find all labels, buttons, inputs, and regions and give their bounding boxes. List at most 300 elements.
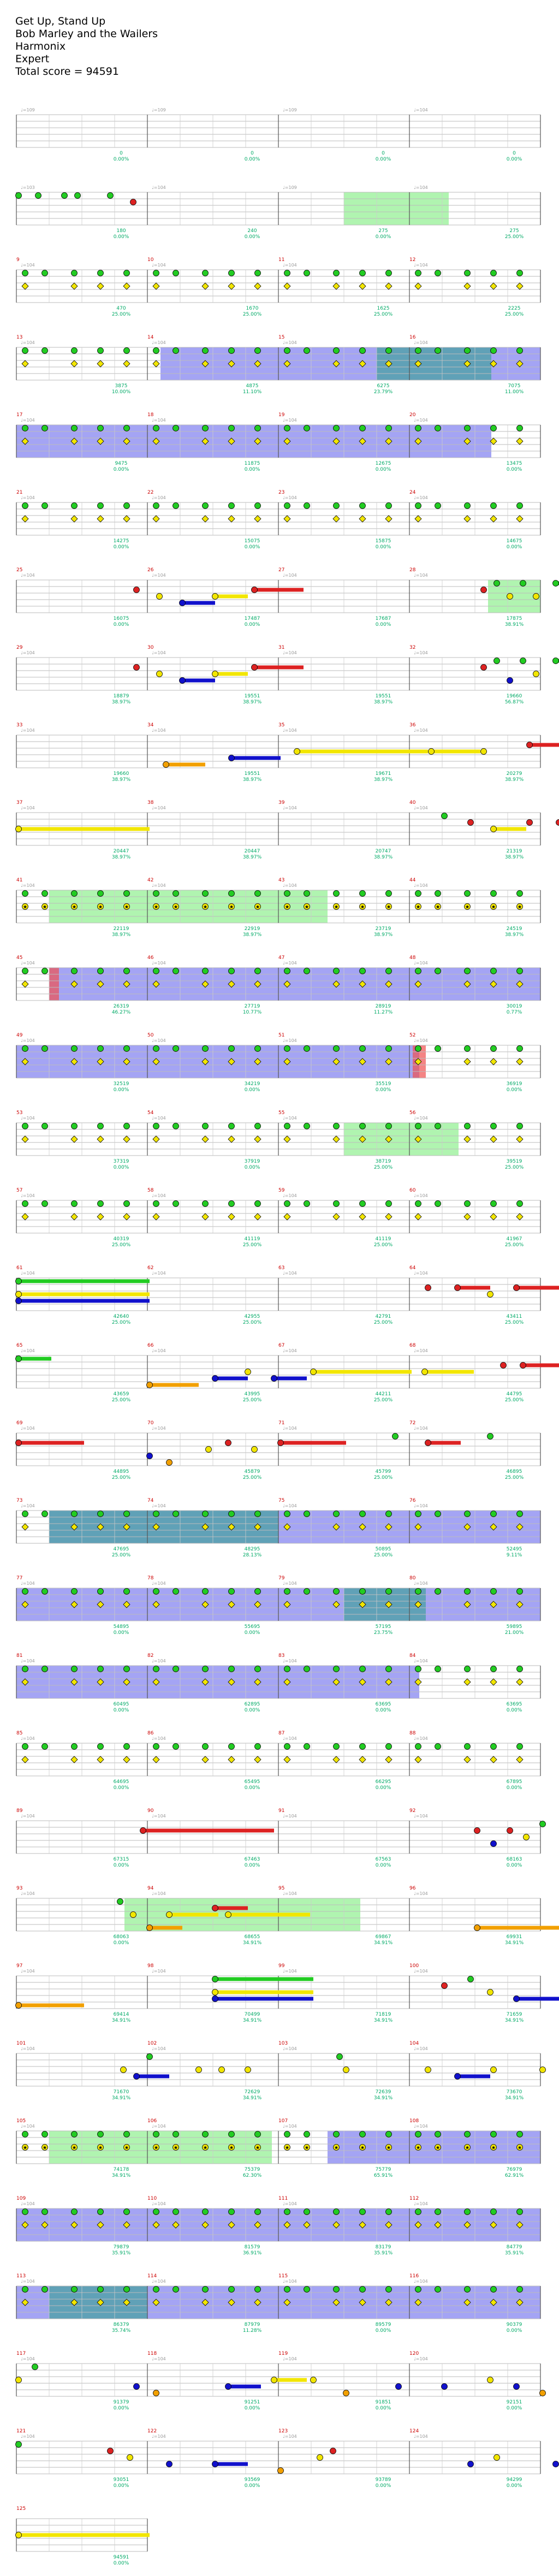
- measure-percent: 0.00%: [113, 2561, 129, 2566]
- green-note: [334, 425, 340, 431]
- green-note: [304, 1589, 310, 1595]
- green-note: [124, 2209, 130, 2215]
- measure-percent: 0.00%: [244, 1708, 260, 1713]
- measure-percent: 25.00%: [242, 1475, 262, 1481]
- green-note: [284, 1744, 290, 1750]
- green-note: [98, 1046, 104, 1052]
- measure-percent: 62.30%: [242, 2173, 262, 2178]
- measure-score: 94591: [113, 2555, 129, 2560]
- yellow-note: [524, 1834, 530, 1840]
- green-note: [124, 1201, 130, 1207]
- tempo-marking: ♩=104: [283, 1271, 297, 1276]
- measure-percent: 0.00%: [244, 1087, 260, 1093]
- green-note: [72, 1123, 78, 1129]
- tempo-marking: ♩=104: [21, 1659, 35, 1663]
- measure-score: 28919: [375, 1004, 391, 1009]
- measure-percent: 0.00%: [375, 467, 391, 472]
- green-note: [415, 968, 421, 974]
- measure-percent: 38.97%: [504, 777, 524, 783]
- green-note: [553, 581, 559, 587]
- measure-percent: 0.00%: [244, 2406, 260, 2411]
- orange-note: [163, 762, 169, 768]
- green-note: [153, 1744, 159, 1750]
- blue-sustain: [182, 679, 215, 683]
- measure-percent: 0.00%: [113, 234, 129, 240]
- measure-score: 66295: [375, 1779, 391, 1785]
- measure-score: 86379: [113, 2322, 129, 2328]
- yellow-note: [202, 1213, 209, 1220]
- measure-number: 30: [147, 645, 154, 650]
- green-note: [386, 425, 392, 431]
- star-icon: ★: [22, 2145, 28, 2151]
- yellow-note: [516, 1136, 523, 1142]
- measure-number: 25: [16, 567, 23, 573]
- green-note: [124, 2131, 130, 2137]
- measure-score: 42955: [244, 1314, 260, 1319]
- measure-score: 1625: [377, 306, 390, 311]
- tempo-marking: ♩=104: [283, 1116, 297, 1121]
- measure-score: 19660: [506, 694, 522, 699]
- green-note: [517, 2287, 523, 2293]
- measure-score: 18879: [113, 694, 129, 699]
- yellow-sustain: [169, 1913, 218, 1917]
- green-note: [517, 2131, 523, 2137]
- green-note: [517, 348, 523, 354]
- yellow-note: [533, 594, 539, 600]
- staff-row: [16, 955, 540, 1015]
- green-note: [153, 1201, 159, 1207]
- green-note: [203, 1511, 209, 1517]
- green-note: [491, 1666, 497, 1672]
- measure-number: 67: [278, 1343, 285, 1348]
- tempo-marking: ♩=104: [414, 1736, 428, 1741]
- green-note: [153, 270, 159, 276]
- blue-sustain: [19, 1299, 150, 1303]
- measure-score: 0: [382, 151, 385, 156]
- measure-score: 22119: [113, 926, 129, 932]
- measure-percent: 0.00%: [113, 2406, 129, 2411]
- yellow-note: [507, 594, 513, 600]
- orange-sustain: [150, 1383, 199, 1387]
- yellow-note: [487, 1989, 493, 1995]
- green-note: [173, 1589, 179, 1595]
- measure-number: 107: [278, 2118, 288, 2124]
- tempo-marking: ♩=104: [414, 1814, 428, 1819]
- green-note: [147, 2054, 153, 2060]
- measure-percent: 38.97%: [242, 855, 262, 860]
- measure-score: 69931: [506, 1934, 522, 1940]
- green-note: [360, 1201, 366, 1207]
- measure-score: 1670: [246, 306, 259, 311]
- measure-score: 83179: [375, 2245, 391, 2250]
- measure-percent: 0.00%: [244, 1785, 260, 1791]
- green-note: [304, 2209, 310, 2215]
- blue-sustain: [231, 756, 281, 760]
- measure-percent: 38.97%: [373, 777, 393, 783]
- red-note: [330, 2448, 336, 2454]
- tempo-marking: ♩=104: [152, 1581, 166, 1586]
- measure-score: 47695: [113, 1547, 129, 1552]
- tempo-marking: ♩=104: [152, 573, 166, 578]
- measure-number: 17: [16, 412, 23, 418]
- tempo-marking: ♩=104: [152, 2356, 166, 2361]
- yellow-sustain: [297, 750, 428, 754]
- tempo-marking: ♩=104: [283, 2046, 297, 2051]
- highlight-section: [49, 968, 59, 1000]
- measure-number: 52: [409, 1033, 416, 1038]
- green-note: [42, 1666, 48, 1672]
- measure-percent: 0.00%: [506, 2483, 522, 2489]
- star-icon: ★: [72, 2145, 77, 2151]
- green-note: [173, 425, 179, 431]
- measure-percent: 0.00%: [113, 1087, 129, 1093]
- tempo-marking: ♩=104: [21, 1116, 35, 1121]
- red-note: [455, 1285, 461, 1291]
- staff-row: [16, 1576, 540, 1636]
- measure-score: 65495: [244, 1779, 260, 1785]
- green-note: [435, 2209, 441, 2215]
- green-note: [415, 1046, 421, 1052]
- green-note: [465, 270, 471, 276]
- green-note: [229, 270, 235, 276]
- song-artist: Bob Marley and the Wailers: [15, 28, 158, 40]
- yellow-note: [123, 283, 130, 289]
- star-icon: ★: [42, 2145, 47, 2151]
- yellow-note: [284, 283, 290, 289]
- green-note: [98, 270, 104, 276]
- green-note: [517, 891, 523, 897]
- yellow-note: [422, 1369, 428, 1375]
- green-note: [491, 1744, 497, 1750]
- red-sustain: [457, 1286, 490, 1290]
- tempo-marking: ♩=104: [152, 1503, 166, 1508]
- measure-score: 19551: [244, 771, 260, 777]
- measure-percent: 0.00%: [375, 622, 391, 627]
- green-note: [42, 891, 48, 897]
- yellow-note: [516, 1213, 523, 1220]
- green-note: [22, 2131, 28, 2137]
- measure-number: 39: [278, 800, 285, 806]
- blue-note: [212, 2461, 218, 2467]
- blue-note: [514, 2384, 520, 2390]
- measure-percent: 25.00%: [111, 312, 131, 317]
- green-note: [415, 2209, 421, 2215]
- red-note: [425, 1285, 431, 1291]
- measure-score: 67563: [375, 1857, 391, 1862]
- green-note: [124, 348, 130, 354]
- star-icon: ★: [98, 904, 103, 910]
- red-note: [520, 1363, 526, 1369]
- tempo-marking: ♩=104: [414, 961, 428, 966]
- green-note: [304, 891, 310, 897]
- tempo-marking: ♩=104: [414, 495, 428, 500]
- green-note: [124, 425, 130, 431]
- green-note: [22, 270, 28, 276]
- green-note: [22, 2287, 28, 2293]
- yellow-note: [464, 1136, 471, 1142]
- measure-score: 93569: [244, 2477, 260, 2483]
- green-note: [124, 1589, 130, 1595]
- red-sustain: [523, 1364, 559, 1367]
- tempo-marking: ♩=104: [283, 2124, 297, 2129]
- measure-score: 0: [120, 151, 123, 156]
- green-note: [494, 658, 500, 664]
- measure-number: 101: [16, 2041, 26, 2046]
- yellow-note: [22, 283, 28, 289]
- measure-percent: 35.91%: [504, 2251, 524, 2256]
- measure-percent: 25.00%: [504, 1397, 524, 1403]
- measure-score: 43411: [506, 1314, 522, 1319]
- green-note: [435, 968, 441, 974]
- green-note: [465, 2287, 471, 2293]
- yellow-note: [71, 516, 78, 522]
- green-note: [491, 1511, 497, 1517]
- measure-percent: 9.11%: [506, 1553, 522, 1558]
- tempo-marking: ♩=104: [152, 1348, 166, 1353]
- measure-number: 82: [147, 1653, 154, 1659]
- measure-score: 19551: [244, 694, 260, 699]
- yellow-note: [22, 1756, 28, 1763]
- yellow-note: [385, 1213, 392, 1220]
- green-note: [203, 1744, 209, 1750]
- blue-sustain: [215, 1377, 248, 1381]
- green-note: [517, 503, 523, 509]
- measure-number: 33: [16, 723, 23, 728]
- green-note: [304, 503, 310, 509]
- measure-number: 50: [147, 1033, 154, 1038]
- yellow-note: [343, 2067, 349, 2073]
- measure-number: 28: [409, 567, 416, 573]
- green-note: [229, 968, 235, 974]
- orange-note: [278, 2468, 284, 2474]
- green-note: [415, 1511, 421, 1517]
- measure-percent: 35.91%: [111, 2251, 131, 2256]
- measure-percent: 0.00%: [375, 2406, 391, 2411]
- measure-score: 23719: [375, 926, 391, 932]
- measure-percent: 25.00%: [504, 1320, 524, 1325]
- measure-percent: 11.10%: [242, 389, 262, 395]
- tempo-marking: ♩=104: [152, 883, 166, 888]
- measure-score: 75379: [244, 2167, 260, 2172]
- yellow-note: [385, 283, 392, 289]
- measure-percent: 34.91%: [373, 2095, 393, 2101]
- star-icon: ★: [435, 904, 441, 910]
- tempo-marking: ♩=104: [414, 1891, 428, 1896]
- measure-score: 68655: [244, 1934, 260, 1940]
- green-note: [22, 891, 28, 897]
- yellow-note: [22, 360, 28, 367]
- red-sustain: [530, 743, 559, 747]
- measure-percent: 0.00%: [244, 234, 260, 240]
- green-note: [334, 1744, 340, 1750]
- measure-percent: 11.00%: [504, 389, 524, 395]
- green-note: [255, 1046, 261, 1052]
- star-icon: ★: [465, 2145, 470, 2151]
- green-note: [255, 1511, 261, 1517]
- green-note: [124, 503, 130, 509]
- green-note: [153, 891, 159, 897]
- measure-score: 63695: [506, 1702, 522, 1707]
- measure-score: 43995: [244, 1391, 260, 1397]
- measure-score: 67895: [506, 1779, 522, 1785]
- green-note: [386, 891, 392, 897]
- green-note: [468, 1976, 474, 1982]
- green-note: [16, 193, 22, 199]
- tempo-marking: ♩=104: [414, 1581, 428, 1586]
- yellow-note: [333, 1213, 340, 1220]
- blue-sustain: [274, 1377, 307, 1381]
- green-note: [465, 1201, 471, 1207]
- green-note: [517, 270, 523, 276]
- measure-score: 62895: [244, 1702, 260, 1707]
- measure-score: 93051: [113, 2477, 129, 2483]
- yellow-note: [490, 1136, 497, 1142]
- measure-percent: 65.91%: [373, 2173, 393, 2178]
- tempo-marking: ♩=104: [283, 1348, 297, 1353]
- green-note: [284, 2131, 290, 2137]
- green-note: [124, 270, 130, 276]
- green-note: [108, 193, 114, 199]
- green-note: [386, 1046, 392, 1052]
- green-note: [22, 1744, 28, 1750]
- blue-note: [396, 2384, 402, 2390]
- green-note: [22, 503, 28, 509]
- measure-score: 54895: [113, 1624, 129, 1630]
- measure-percent: 35.74%: [111, 2328, 131, 2334]
- yellow-note: [206, 1447, 212, 1453]
- yellow-note: [153, 516, 159, 522]
- yellow-note: [516, 283, 523, 289]
- measure-score: 22919: [244, 926, 260, 932]
- green-note: [284, 2209, 290, 2215]
- green-note: [386, 2287, 392, 2293]
- green-note: [304, 1046, 310, 1052]
- yellow-note: [22, 1136, 28, 1142]
- green-note: [173, 1666, 179, 1672]
- yellow-note: [317, 2455, 323, 2461]
- green-note: [62, 193, 68, 199]
- measure-score: 36919: [506, 1081, 522, 1087]
- star-icon: ★: [229, 2145, 234, 2151]
- tempo-marking: ♩=104: [283, 1503, 297, 1508]
- blue-note: [180, 600, 186, 606]
- green-note: [435, 1666, 441, 1672]
- measure-number: 124: [409, 2429, 419, 2434]
- yellow-note: [123, 1213, 130, 1220]
- measure-number: 95: [278, 1886, 285, 1891]
- green-note: [173, 2287, 179, 2293]
- green-note: [42, 1589, 48, 1595]
- measure-score: 37319: [113, 1159, 129, 1164]
- green-note: [415, 1666, 421, 1672]
- measure-percent: 25.00%: [504, 1475, 524, 1481]
- measure-score: 70499: [244, 2012, 260, 2017]
- green-note: [517, 2209, 523, 2215]
- green-note: [255, 968, 261, 974]
- yellow-note: [254, 1136, 261, 1142]
- staff-row: [16, 1033, 540, 1093]
- measure-number: 71: [278, 1420, 285, 1426]
- measure-number: 13: [16, 335, 23, 340]
- green-note: [304, 1201, 310, 1207]
- green-note: [42, 2209, 48, 2215]
- star-icon: ★: [415, 2145, 421, 2151]
- measure-percent: 25.00%: [373, 1320, 393, 1325]
- green-note: [229, 1201, 235, 1207]
- tempo-marking: ♩=104: [152, 2434, 166, 2439]
- green-note: [360, 891, 366, 897]
- tempo-marking: ♩=104: [21, 1348, 35, 1353]
- measure-number: 16: [409, 335, 416, 340]
- orange-note: [153, 2390, 159, 2396]
- measure-score: 91379: [113, 2400, 129, 2405]
- blue-sustain: [215, 2462, 248, 2466]
- green-note: [203, 1201, 209, 1207]
- green-note: [304, 425, 310, 431]
- tempo-marking: ♩=104: [21, 340, 35, 345]
- measure-percent: 34.91%: [242, 1940, 262, 1946]
- yellow-note: [533, 671, 539, 677]
- measure-score: 59895: [506, 1624, 522, 1630]
- measure-percent: 0.77%: [506, 1010, 522, 1015]
- measure-percent: 11.28%: [242, 2328, 262, 2334]
- green-note: [487, 1434, 493, 1440]
- tempo-marking: ♩=104: [21, 573, 35, 578]
- star-icon: ★: [173, 2145, 179, 2151]
- yellow-note: [228, 1213, 235, 1220]
- green-note: [72, 2287, 78, 2293]
- green-note: [22, 1201, 28, 1207]
- yellow-note: [22, 1524, 28, 1530]
- tempo-marking: ♩=104: [283, 573, 297, 578]
- green-note: [465, 1123, 471, 1129]
- green-note: [284, 2287, 290, 2293]
- measure-percent: 38.91%: [504, 622, 524, 627]
- measure-score: 94299: [506, 2477, 522, 2483]
- green-note: [42, 425, 48, 431]
- green-note: [98, 1666, 104, 1672]
- measure-percent: 25.00%: [504, 1165, 524, 1170]
- measure-percent: 38.97%: [111, 700, 131, 705]
- yellow-note: [228, 1756, 235, 1763]
- yellow-note: [333, 1136, 340, 1142]
- star-icon: ★: [415, 904, 421, 910]
- green-note: [334, 891, 340, 897]
- tempo-marking: ♩=104: [283, 2356, 297, 2361]
- green-note: [435, 2287, 441, 2293]
- yellow-sustain: [274, 2378, 307, 2382]
- green-note: [35, 193, 41, 199]
- measure-number: 119: [278, 2351, 288, 2356]
- measure-percent: 0.00%: [244, 1630, 260, 1636]
- tempo-marking: ♩=104: [21, 1271, 35, 1276]
- measure-percent: 0.00%: [244, 544, 260, 550]
- tempo-marking: ♩=104: [414, 185, 428, 190]
- measure-score: 20747: [375, 849, 391, 854]
- tempo-marking: ♩=104: [283, 1426, 297, 1431]
- tempo-marking: ♩=104: [283, 1891, 297, 1896]
- green-note: [72, 1666, 78, 1672]
- green-note: [203, 2287, 209, 2293]
- yellow-note: [123, 360, 130, 367]
- green-note: [284, 425, 290, 431]
- measure-percent: 0.00%: [113, 1630, 129, 1636]
- green-note: [520, 581, 526, 587]
- staff-row: [16, 1808, 546, 1868]
- green-note: [255, 425, 261, 431]
- green-note: [98, 348, 104, 354]
- tempo-marking: ♩=104: [283, 2279, 297, 2284]
